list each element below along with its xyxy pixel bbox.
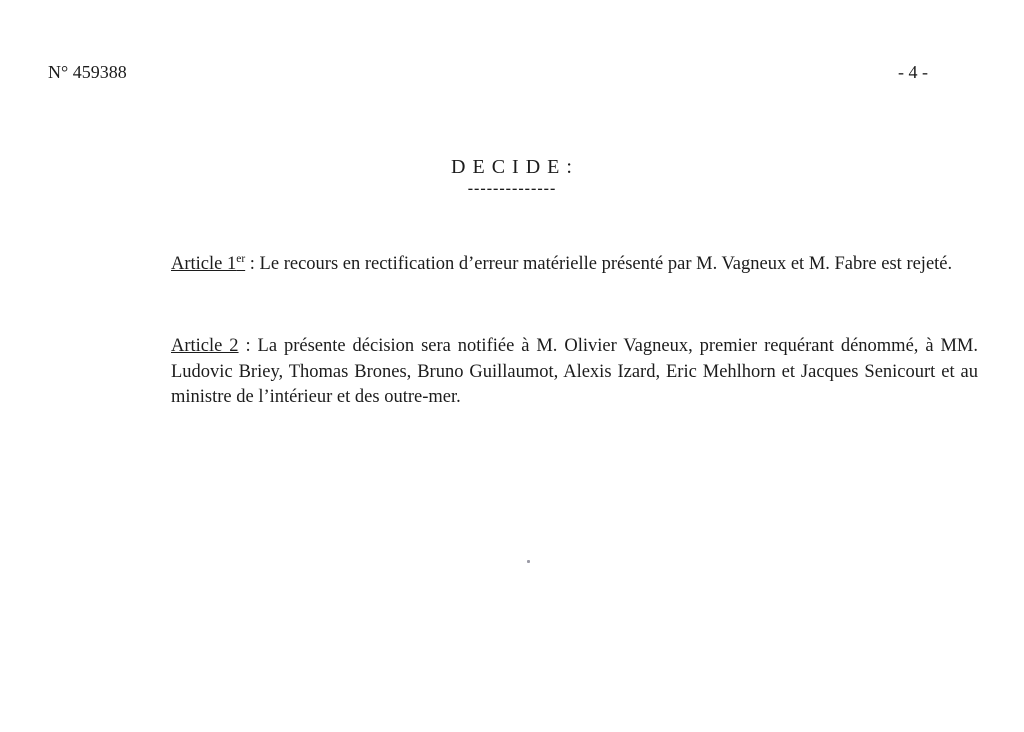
document-number: N° 459388 <box>48 62 127 82</box>
page-number: - 4 - <box>898 62 928 82</box>
article-2-text: : La présente décision sera notifiée à M. Olivier Vagneux, premier requérant dénommé, à MM. Ludovic Briey, Thomas Brones, Bruno Guillaumot, Alexis Izard, Eric Mehlhorn et Jacques Senicourt et au ministre de l’intérieur et des outre-mer. <box>171 336 978 407</box>
scan-artifact-dot <box>527 560 530 563</box>
article-2-paragraph <box>171 334 978 411</box>
article-1-text: : Le recours en rectification d’erreur matérielle présenté par M. Vagneux et M. Fabre est rejeté. <box>245 254 953 274</box>
article-1-label <box>171 254 245 274</box>
article-1-paragraph <box>171 252 978 278</box>
article-1-label-superscript: er <box>236 252 246 265</box>
decision-heading-block <box>0 155 1024 196</box>
article-2-label-text: Article 2 <box>171 336 239 356</box>
article-2-label <box>171 336 239 356</box>
page-header <box>48 61 928 83</box>
decision-title: D E C I D E : <box>451 156 573 178</box>
decision-divider-dashes: -------------- <box>467 180 557 197</box>
article-1-label-text: Article 1 <box>171 254 237 274</box>
